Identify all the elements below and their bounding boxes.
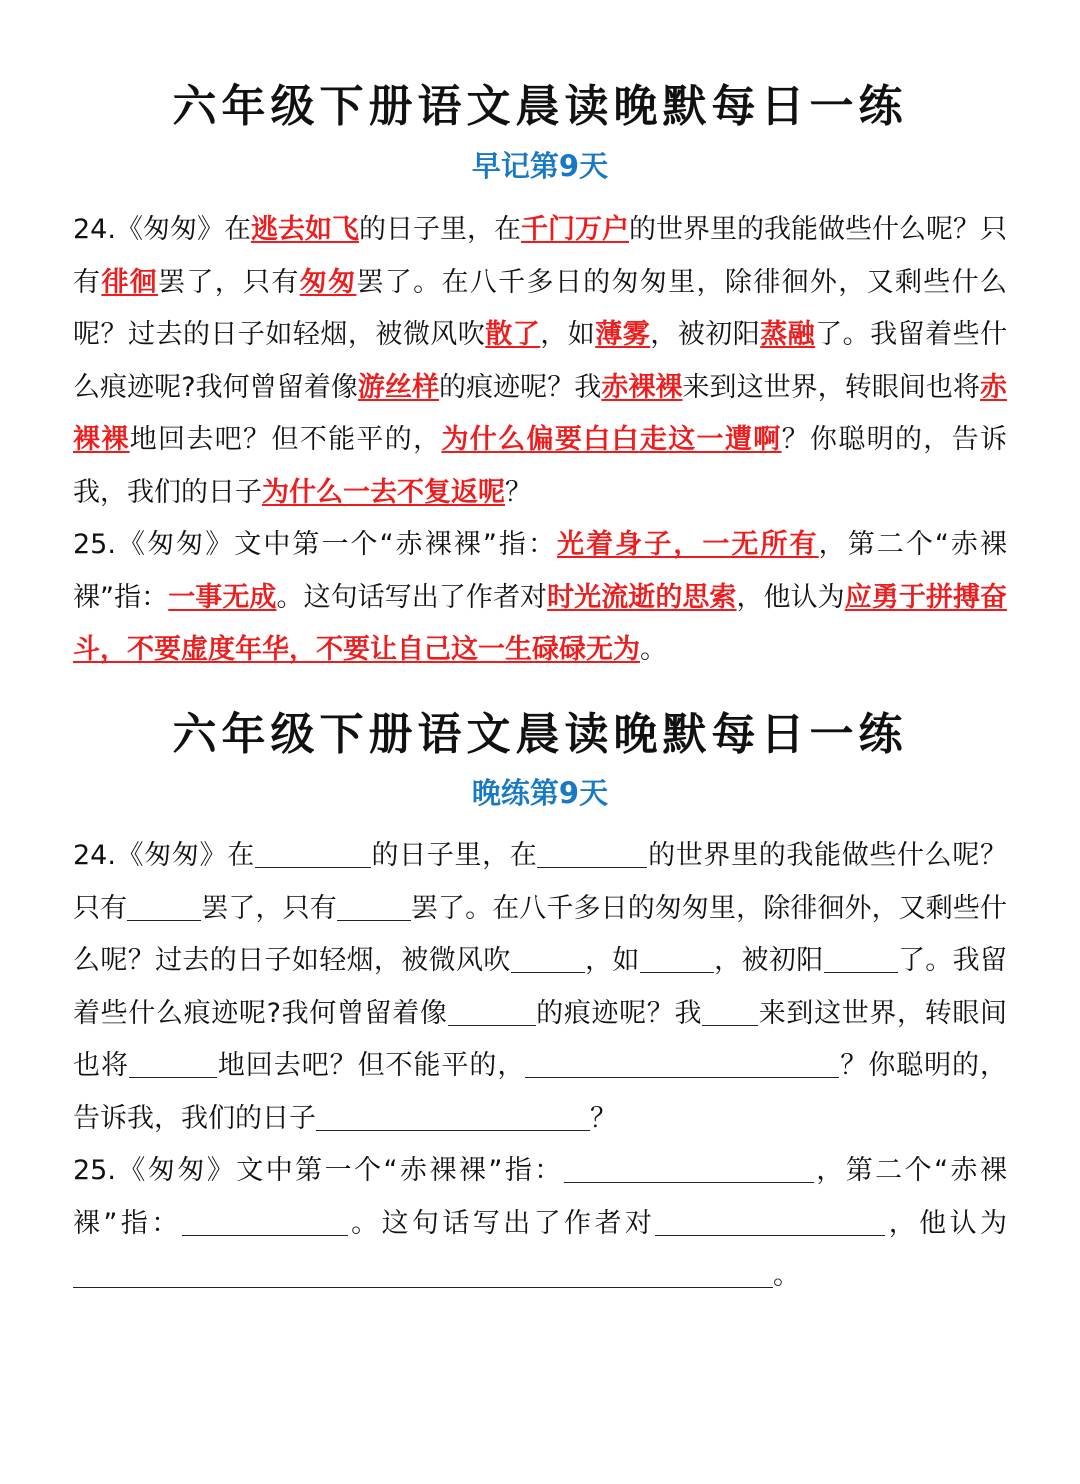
answer-blank[interactable] (525, 1051, 765, 1078)
answer-blank[interactable] (765, 1051, 839, 1078)
morning-question-24: 24.《匆匆》在逃去如飞的日子里，在千门万户的世界里的我能做些什么呢？只有徘徊罢了，只有匆匆罢了。在八千多日的匆匆里，除徘徊外，又剩些什么呢？过去的日子如轻烟，被微风吹散了，如薄雾，被初阳蒸融了。我留着些什么痕迹呢?我何曾留着像游丝样的痕迹呢？我赤裸裸来到这世界，转眼间也将赤裸裸地回去吧？但不能平的，为什么偏要白白走这一遭啊？你聪明的，告诉我，我们的日子为什么一去不复返呢？ (73, 214, 1008, 508)
answer: 赤裸裸 (601, 371, 683, 403)
answer: 一事无成 (168, 581, 277, 613)
answer-blank[interactable] (702, 999, 758, 1026)
answer-blank[interactable] (73, 1261, 773, 1288)
answer: 薄雾 (595, 319, 651, 350)
answer-blank[interactable] (640, 946, 714, 973)
answer-blank[interactable] (182, 1209, 348, 1236)
answer-blank[interactable] (511, 946, 585, 973)
answer: 时光流逝的思索 (547, 581, 737, 613)
morning-question-25: 25.《匆匆》文中第一个“赤裸裸”指：光着身子，一无所有，第二个“赤裸裸”指：一事无成。这句话写出了作者对时光流逝的思索，他认为应勇于拼搏奋斗，不要虚度年华，不要让自己这一生碌碌无为。 (73, 529, 1008, 665)
answer-blank[interactable] (127, 894, 201, 921)
evening-question-25: 25.《匆匆》文中第一个“赤裸裸”指： ，第二个“赤裸裸”指： 。这句话写出了作者对 ，他认为。 (73, 1155, 1007, 1291)
evening-question-24: 24.《匆匆》在 的日子里，在 的世界里的我能做些什么呢？只有 罢了，只有 罢了。在八千多日的匆匆里，除徘徊外，又剩些什么呢？过去的日子如轻烟，被微风吹 ，如 ，被初阳 了。我留着些什么痕迹呢?我何曾留着像 的痕迹呢？我 来到这世界，转眼间也将 地回去吧？但不能平的， ？你聪明的，告诉我，我们的日子 ？ (73, 840, 1008, 1134)
answer: 光着身子，一无所有 (557, 529, 819, 560)
answer-blank[interactable] (316, 1104, 590, 1131)
answer-blank[interactable] (129, 1051, 217, 1078)
answer: 应勇于拼搏奋斗，不要虚度年华，不要让自己这一生碌碌无为 (73, 581, 1008, 665)
answer: 赤裸裸 (73, 371, 1008, 455)
answer-blank[interactable] (337, 894, 411, 921)
answer: 匆匆 (299, 266, 357, 298)
answer-blank[interactable] (537, 841, 647, 868)
answer: 蒸融 (760, 319, 816, 350)
evening-subtitle: 晚练第9天 (471, 776, 609, 810)
answer: 徘徊 (101, 266, 159, 298)
answer: 散了 (485, 319, 541, 350)
answer: 游丝样 (357, 371, 440, 403)
answer: 为什么偏要白白走这一遭啊 (441, 424, 782, 455)
evening-title: 六年级下册语文晨读晚默每日一练 (172, 709, 908, 760)
morning-title: 六年级下册语文晨读晚默每日一练 (172, 81, 908, 132)
answer: 逃去如飞 (250, 214, 359, 245)
answer-blank[interactable] (824, 946, 898, 973)
answer: 千门万户 (520, 214, 629, 245)
morning-subtitle: 早记第9天 (471, 149, 609, 183)
answer: 为什么一去不复返呢 (262, 476, 505, 508)
answer-blank[interactable] (564, 1156, 814, 1183)
answer-blank[interactable] (255, 841, 371, 868)
answer-blank[interactable] (655, 1209, 885, 1236)
answer-blank[interactable] (448, 999, 536, 1026)
